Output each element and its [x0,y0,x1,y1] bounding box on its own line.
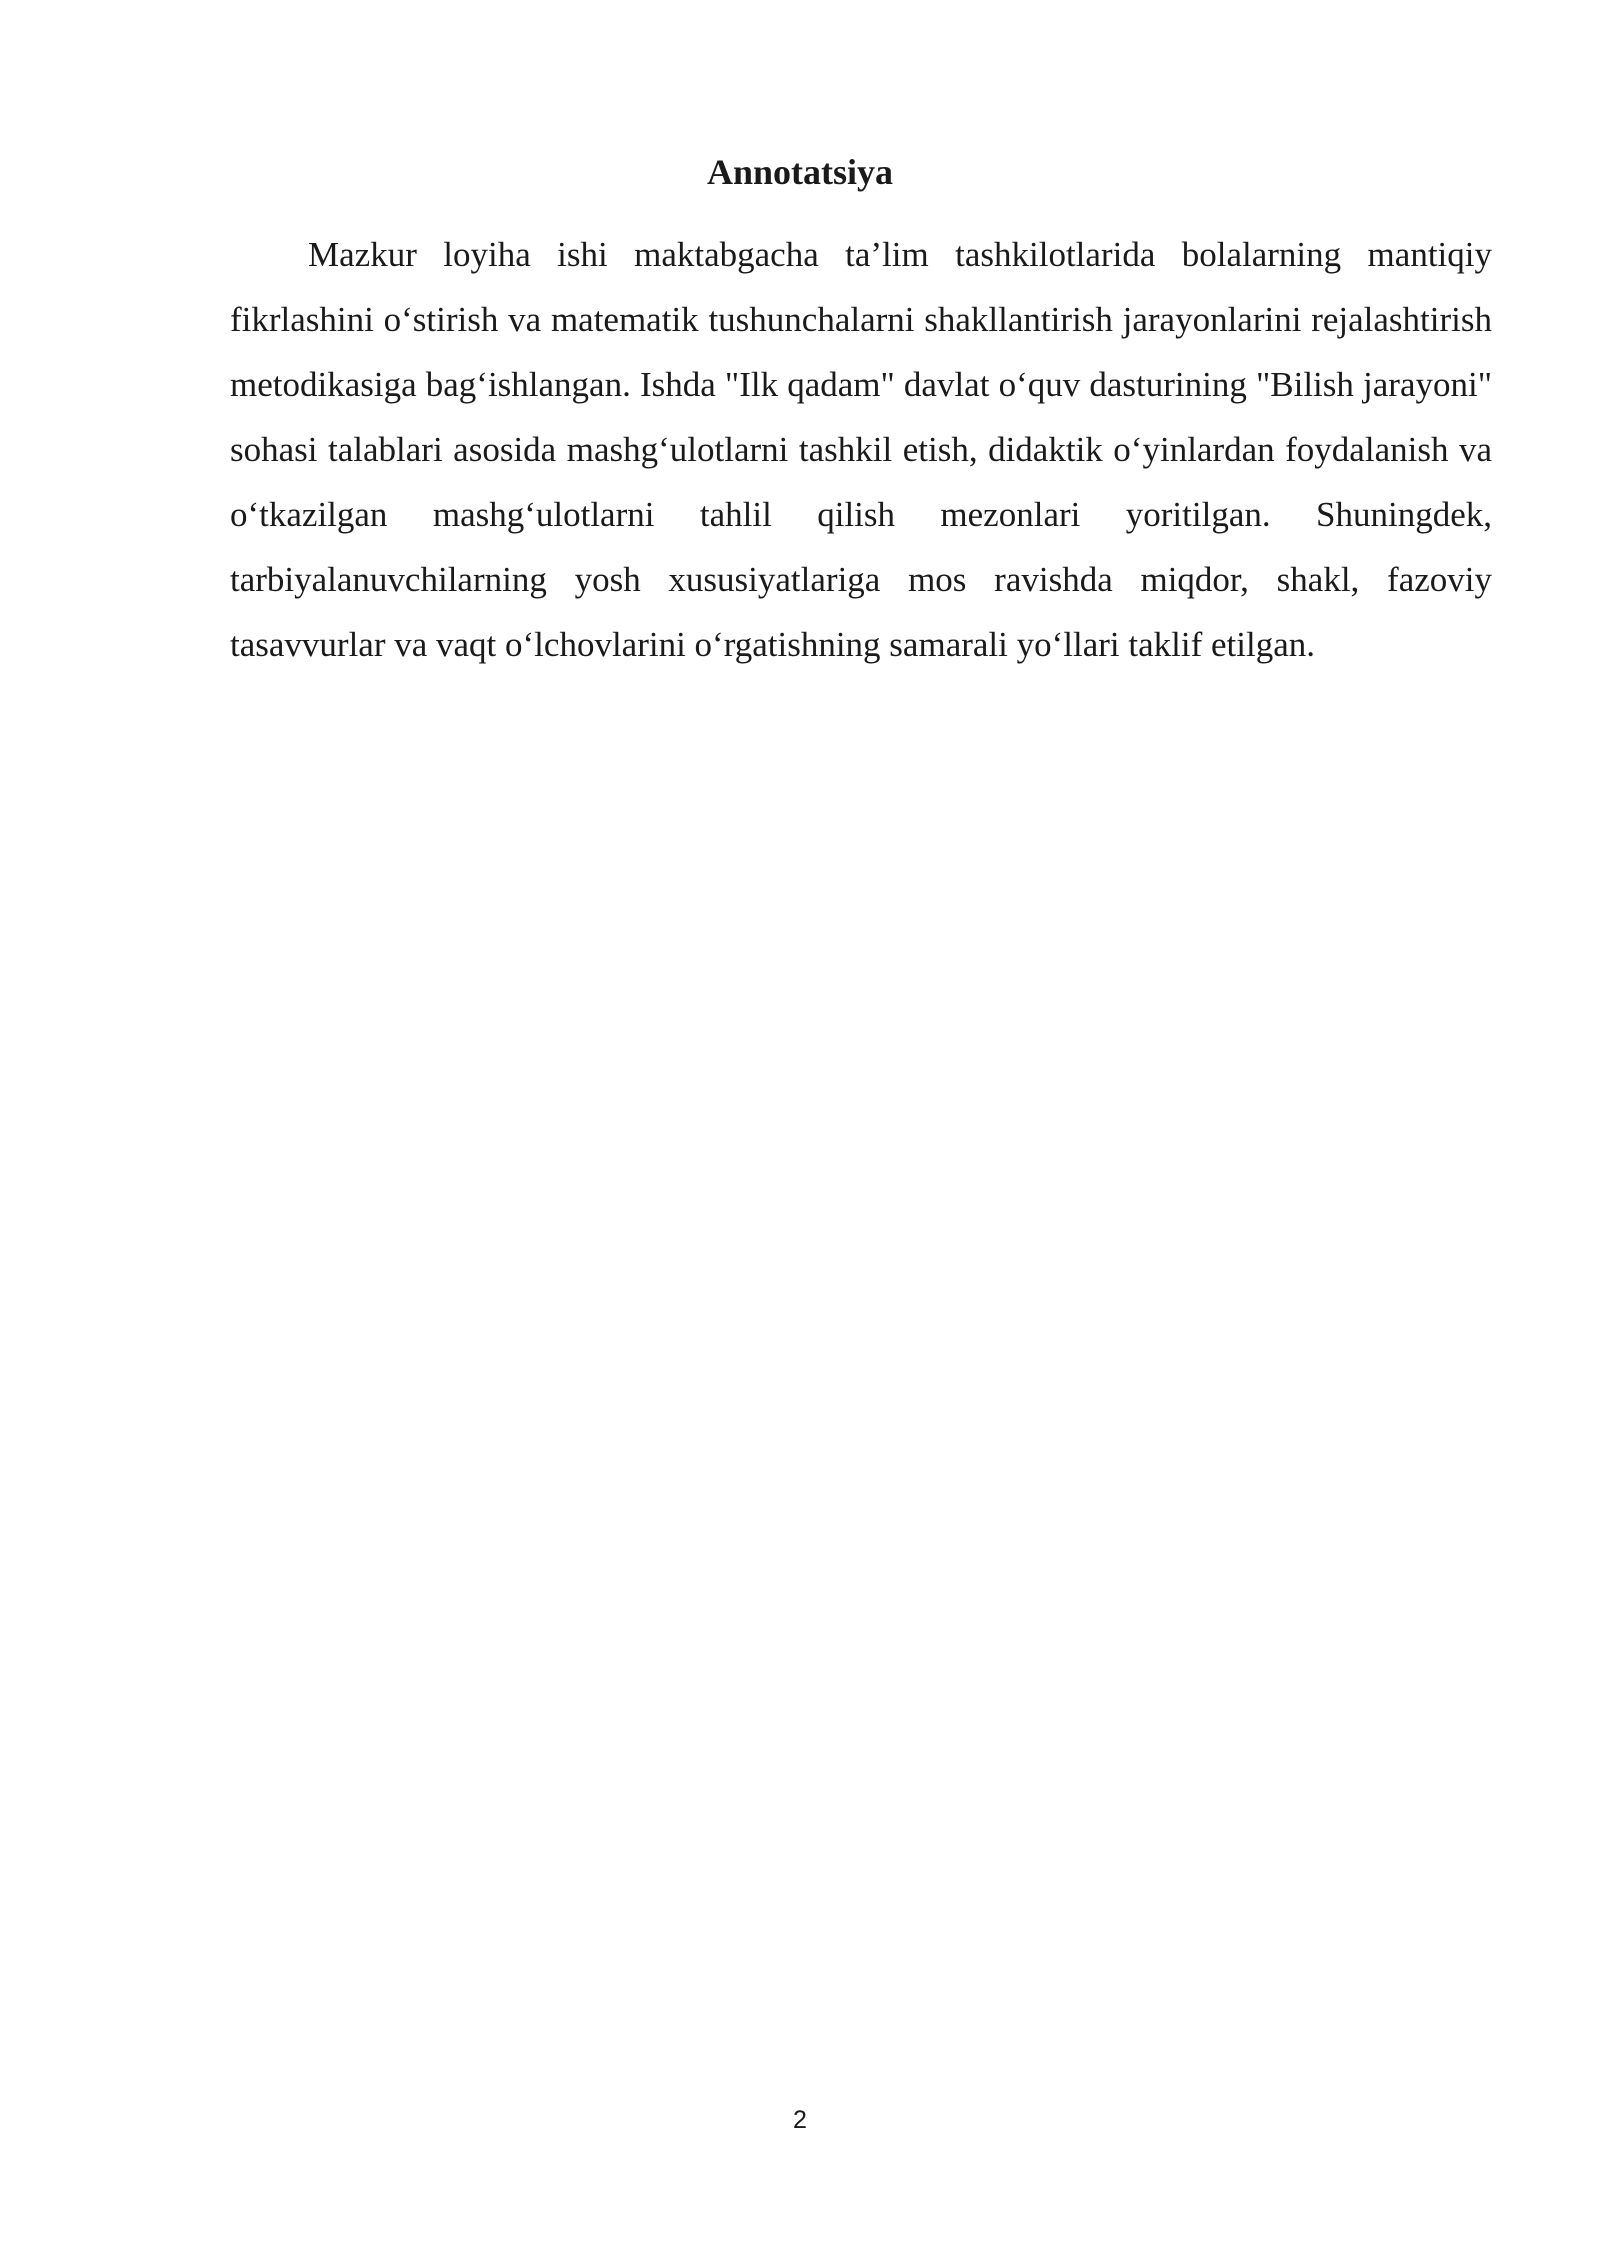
annotation-paragraph: Mazkur loyiha ishi maktabgacha ta’lim tashkilotlarida bolalarning mantiqiy fikrlashini o‘stirish va matematik tushunchalarni shakllantirish jarayonlarini rejalashtirish metodikasiga bag‘ishlangan. Ishda "Ilk qadam" davlat o‘quv dasturining "Bilish jarayoni" sohasi talablari asosida mashg‘ulotlarni tashkil etish, didaktik o‘yinlardan foydalanish va o‘tkazilgan mashg‘ulotlarni tahlil qilish mezonlari yoritilgan. Shuningdek, tarbiyalanuvchilarning yosh xususiyatlariga mos ravishda miqdor, shakl, fazoviy tasavvurlar va vaqt o‘lchovlarini o‘rgatishning samarali yo‘llari taklif etilgan. [230,235,1492,664]
page-number: 2 [793,2106,807,2134]
page-title: Annotatsiya [706,152,894,192]
